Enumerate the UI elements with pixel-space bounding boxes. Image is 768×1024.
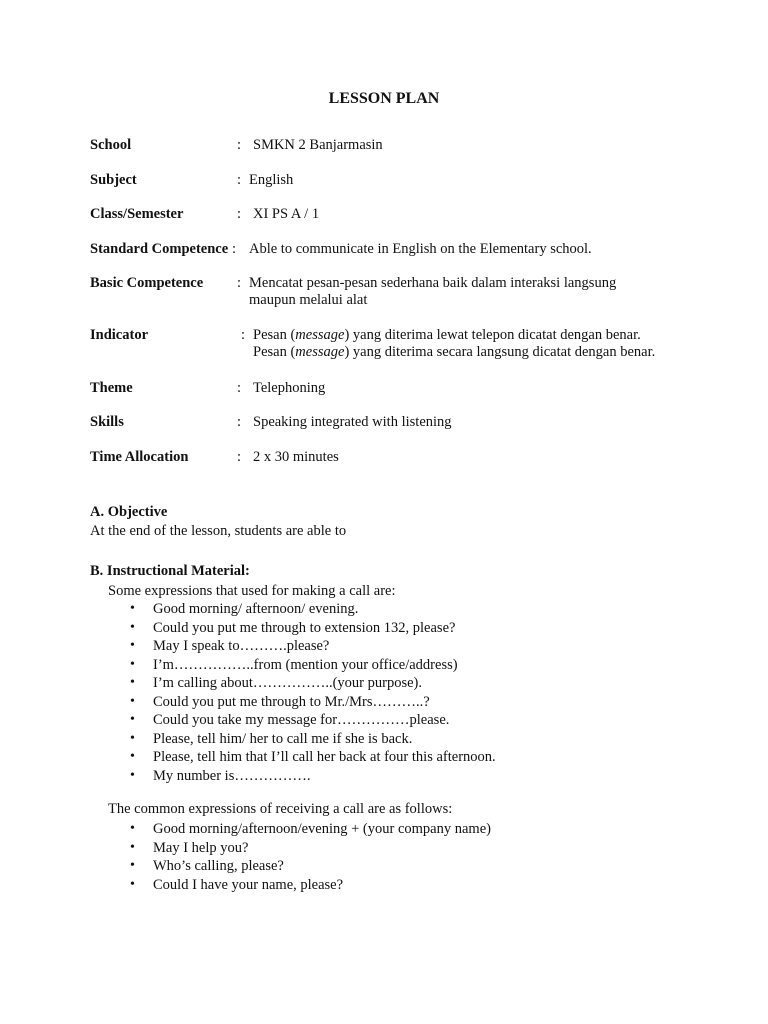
info-label: Class/Semester (90, 206, 184, 222)
objective-heading: A. Objective (90, 504, 168, 520)
info-value-line1: Mencatat pesan-pesan sederhana baik dalam interaksi langsung (249, 275, 617, 291)
colon: : (241, 327, 246, 343)
list-item: • Good morning/ afternoon/ evening. (130, 600, 496, 619)
list-item: • Could you put me through to Mr./Mrs………..? (130, 693, 496, 712)
list-item: • I’m……………..from (mention your office/address) (130, 656, 496, 675)
material-heading: B. Instructional Material: (90, 563, 250, 579)
info-label: Subject (90, 172, 137, 188)
colon: : (237, 206, 242, 222)
indicator-line1 (253, 327, 641, 344)
list-item: • May I help you? (130, 839, 491, 858)
info-value: XI PS A / 1 (253, 206, 320, 222)
objective-text: At the end of the lesson, students are able to (90, 523, 347, 539)
indicator-text: Pesan ( (253, 344, 296, 360)
info-value: Able to communicate in English on the Elementary school. (249, 241, 592, 257)
colon: : (237, 137, 242, 153)
list-item: • Could you put me through to extension 132, please? (130, 619, 496, 638)
indicator-text: ) yang diterima secara langsung dicatat dengan benar. (344, 344, 656, 360)
list-item: • Please, tell him/ her to call me if she is back. (130, 730, 496, 749)
indicator-line2 (253, 344, 655, 361)
list-item: • Could you take my message for……………please. (130, 711, 496, 730)
list-item: • Who’s calling, please? (130, 857, 491, 876)
colon: : (232, 241, 237, 257)
receiving-call-intro: The common expressions of receiving a call are as follows: (108, 801, 453, 817)
info-label: Time Allocation (90, 449, 189, 465)
list-item: • May I speak to……….please? (130, 637, 496, 656)
list-item: • Please, tell him that I’ll call her back at four this afternoon. (130, 748, 496, 767)
info-value-line2: maupun melalui alat (249, 292, 368, 308)
info-value: Speaking integrated with listening (253, 414, 452, 430)
info-label: Theme (90, 380, 133, 396)
receiving-call-list (130, 820, 491, 894)
info-label: School (90, 137, 132, 153)
info-value: SMKN 2 Banjarmasin (253, 137, 383, 153)
indicator-emphasis: message (295, 344, 345, 360)
colon: : (237, 449, 242, 465)
info-label: Indicator (90, 327, 148, 343)
indicator-emphasis: message (295, 327, 345, 343)
info-value: English (249, 172, 294, 188)
list-item: • My number is……………. (130, 767, 496, 786)
info-label: Basic Competence (90, 275, 204, 291)
info-value: Telephoning (253, 380, 326, 396)
colon: : (237, 380, 242, 396)
indicator-text: Pesan ( (253, 327, 296, 343)
info-label: Standard Competence (90, 241, 229, 257)
colon: : (237, 172, 242, 188)
list-item: • Could I have your name, please? (130, 876, 491, 895)
list-item: • I’m calling about……………..(your purpose). (130, 674, 496, 693)
colon: : (237, 414, 242, 430)
making-call-intro: Some expressions that used for making a call are: (108, 583, 396, 599)
info-label: Skills (90, 414, 124, 430)
making-call-list (130, 600, 496, 785)
info-value: 2 x 30 minutes (253, 449, 339, 465)
colon: : (237, 275, 242, 291)
list-item: • Good morning/afternoon/evening + (your company name) (130, 820, 491, 839)
page-title: LESSON PLAN (328, 90, 440, 107)
indicator-text: ) yang diterima lewat telepon dicatat dengan benar. (344, 327, 641, 343)
